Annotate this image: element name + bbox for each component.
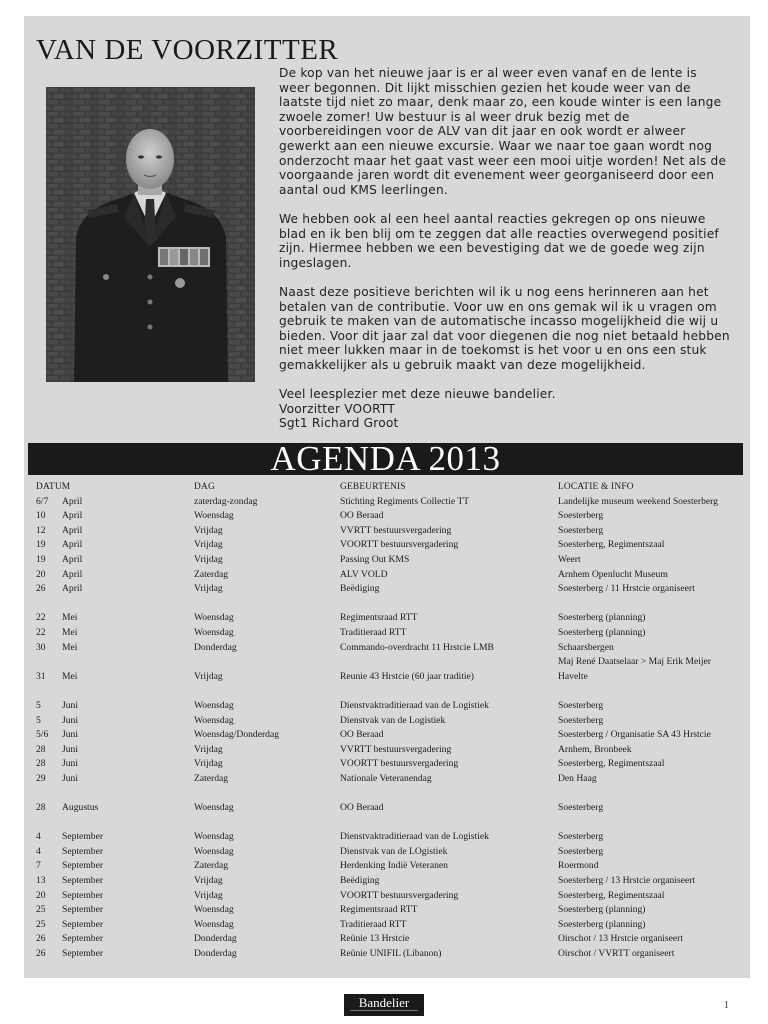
cell-day: Woensdag: [194, 802, 234, 814]
article-body: [279, 66, 731, 431]
agenda-title: AGENDA 2013: [270, 439, 501, 478]
article-paragraph: We hebben ook al een heel aantal reacties gekregen op ons nieuwe blad en ik ben blij om te zeggen dat alle reacties overwegend positief zijn. Hiermee hebben we een bevestiging dat we de goede weg zijn ingeslagen.: [279, 211, 719, 270]
cell-day: Zaterdag: [194, 860, 229, 872]
table-row: [36, 757, 746, 772]
cell-date-number: 31: [36, 670, 46, 682]
table-row: [36, 626, 746, 641]
cell-day: Vrijdag: [194, 524, 223, 536]
cell-location: Soesterberg: [558, 510, 604, 522]
cell-month: April: [62, 568, 83, 580]
table-row: [36, 728, 746, 743]
cell-day: Woensdag: [194, 714, 234, 726]
cell-event: Stichting Regiments Collectie TT: [340, 495, 470, 507]
cell-date-number: 25: [36, 904, 46, 916]
cell-location: Maj René Daatselaar > Maj Erik Meijer: [558, 656, 711, 668]
cell-day: Donderdag: [194, 948, 237, 959]
cell-month: September: [62, 860, 104, 872]
cell-date-number: 22: [36, 626, 46, 638]
cell-month: September: [62, 845, 104, 857]
cell-date-number: 13: [36, 875, 46, 887]
cell-date-number: 19: [36, 553, 46, 565]
cell-day: Zaterdag: [194, 772, 229, 784]
cell-date-number: 6/7: [36, 495, 49, 507]
table-row: [36, 743, 746, 758]
table-row: [36, 918, 746, 933]
bandelier-logo: [344, 994, 424, 1016]
table-row: [36, 801, 746, 816]
signature-role: Voorzitter VOORTT: [279, 401, 396, 416]
table-row: [36, 568, 746, 583]
cell-event: Herdenking Indië Veteranen: [340, 860, 448, 872]
agenda-table: [36, 480, 746, 962]
cell-event: Nationale Veteranendag: [340, 772, 432, 784]
cell-date-number: 19: [36, 539, 46, 551]
cell-day: zaterdag-zondag: [194, 495, 258, 507]
cell-location: Soesterberg (planning): [558, 626, 646, 638]
cell-location: Soesterberg / 13 Hrstcie organiseert: [558, 875, 696, 887]
cell-month: April: [62, 495, 83, 507]
cell-month: April: [62, 510, 83, 522]
cell-day: Vrijdag: [194, 539, 223, 551]
table-row: [36, 699, 746, 714]
cell-location: Roermond: [558, 860, 599, 872]
table-row: [36, 859, 746, 874]
cell-event: OO Beraad: [340, 510, 384, 522]
table-header-row: [36, 480, 746, 495]
cell-event: Dienstvak van de LOgistiek: [340, 845, 448, 857]
cell-event: Reunie 43 Hrstcie (60 jaar traditie): [340, 670, 474, 682]
cell-day: Woensdag: [194, 918, 234, 930]
cell-month: Juni: [62, 772, 78, 784]
cell-day: Woensdag: [194, 612, 234, 624]
table-row: [36, 524, 746, 539]
cell-event: VOORTT bestuursvergadering: [340, 758, 459, 770]
cell-month: April: [62, 539, 83, 551]
cell-day: Woensdag: [194, 510, 234, 522]
cell-location: Soesterberg: [558, 802, 604, 814]
cell-location: Weert: [558, 553, 581, 565]
cell-month: Juni: [62, 699, 78, 711]
cell-date-number: 30: [36, 641, 46, 653]
cell-location: Oirschot / 13 Hrstcie organiseert: [558, 933, 684, 945]
table-row: [36, 611, 746, 626]
cell-location: Den Haag: [558, 772, 597, 784]
agenda-rows: [36, 495, 746, 962]
cell-event: Traditieraad RTT: [340, 918, 407, 930]
cell-date-number: 22: [36, 612, 46, 624]
chairman-photo: [46, 87, 255, 382]
cell-month: Juni: [62, 743, 78, 755]
cell-date-number: 26: [36, 948, 46, 959]
cell-location: Soesterberg (planning): [558, 612, 646, 624]
cell-location: Soesterberg: [558, 831, 604, 843]
table-row: [36, 670, 746, 685]
table-spacer: [36, 786, 746, 801]
cell-event: Reünie 13 Hrstcie: [340, 933, 410, 945]
cell-month: Mei: [62, 626, 78, 638]
table-row: [36, 830, 746, 845]
cell-location: Landelijke museum weekend Soesterberg: [558, 495, 718, 507]
cell-month: Mei: [62, 641, 78, 653]
cell-event: OO Beraad: [340, 729, 384, 741]
cell-location: Soesterberg / Organisatie SA 43 Hrstcie: [558, 729, 711, 741]
table-spacer: [36, 597, 746, 612]
cell-day: Woensdag: [194, 845, 234, 857]
cell-event: Dienstvak van de Logistiek: [340, 714, 446, 726]
page-number: 1: [724, 1000, 729, 1011]
cell-location: Soesterberg: [558, 699, 604, 711]
portrait-image: [46, 87, 255, 382]
cell-month: Juni: [62, 758, 78, 770]
cell-event: VOORTT bestuursvergadering: [340, 539, 459, 551]
cell-day: Woensdag: [194, 699, 234, 711]
agenda-banner: [28, 439, 743, 478]
cell-month: Mei: [62, 612, 78, 624]
cell-event: Regimentsraad RTT: [340, 904, 418, 916]
cell-month: September: [62, 948, 104, 959]
cell-location: Soesterberg (planning): [558, 918, 646, 930]
cell-date-number: 26: [36, 933, 46, 945]
cell-location: Soesterberg, Regimentszaal: [558, 758, 665, 770]
cell-date-number: 28: [36, 802, 46, 814]
cell-date-number: 29: [36, 772, 46, 784]
cell-event: Dienstvaktraditieraad van de Logistiek: [340, 699, 489, 711]
table-row: [36, 582, 746, 597]
cell-month: September: [62, 831, 104, 843]
cell-event: OO Beraad: [340, 802, 384, 814]
cell-day: Woensdag: [194, 831, 234, 843]
cell-month: April: [62, 553, 83, 565]
article-paragraph: Naast deze positieve berichten wil ik u nog eens herinneren aan het betalen van de contributie. Voor uw en ons gemak wil ik u vragen om gebruik te maken van de automatische incasso mogelijkheid die wij u bieden. Voor dit jaar zal dat voor diegenen die nog niet betaald hebben niet meer lukken maar in de toekomst is het voor u en ons een stuk gemakkelijker als u gebruik maakt van deze mogelijkheid.: [279, 284, 730, 372]
cell-event: Traditieraad RTT: [340, 626, 407, 638]
cell-month: Mei: [62, 670, 78, 682]
cell-date-number: 12: [36, 524, 46, 536]
cell-date-number: 28: [36, 758, 46, 770]
cell-event: VVRTT bestuursvergadering: [340, 524, 452, 536]
cell-event: Dienstvaktraditieraad van de Logistiek: [340, 831, 489, 843]
logo-text: Bandelier: [358, 995, 410, 1010]
article-paragraph: De kop van het nieuwe jaar is er al weer even vanaf en de lente is weer begonnen. Dit lijkt misschien gezien het koude weer van de laatste tijd niet zo maar, denk maar zo, een koude winter is een lange zwoele zomer! Uw bestuur is al weer druk bezig met de voorbereidingen voor de ALV van dit jaar en ook wordt er alweer gewerkt aan een nieuwe excursie. Waar we naar toe gaan wordt nog onderzocht maar het gaat vast weer een mooi uitje worden! Net als de voorgaande jaren wordt dit evenement weer georganiseerd door een aantal oud KMS leerlingen.: [279, 66, 727, 197]
header-event: GEBEURTENIS: [340, 482, 406, 492]
logo-underline: [350, 1010, 418, 1011]
cell-location: Schaarsbergen: [558, 641, 614, 653]
cell-event: Reünie UNIFIL (Libanon): [340, 948, 442, 959]
cell-date-number: 5/6: [36, 729, 49, 741]
cell-date-number: 28: [36, 743, 46, 755]
table-row: [36, 641, 746, 656]
cell-day: Woensdag: [194, 626, 234, 638]
table-row: [36, 874, 746, 889]
cell-day: Vrijdag: [194, 553, 223, 565]
cell-date-number: 26: [36, 583, 46, 595]
table-row: [36, 714, 746, 729]
table-row: [36, 495, 746, 510]
cell-date-number: 20: [36, 889, 46, 901]
cell-month: September: [62, 904, 104, 916]
cell-event: ALV VOLD: [340, 568, 388, 580]
cell-location: Soesterberg: [558, 524, 604, 536]
cell-day: Woensdag: [194, 904, 234, 916]
cell-month: Juni: [62, 729, 78, 741]
cell-month: April: [62, 583, 83, 595]
cell-date-number: 20: [36, 568, 46, 580]
table-row: [36, 947, 746, 962]
cell-date-number: 4: [36, 845, 41, 857]
cell-event: VVRTT bestuursvergadering: [340, 743, 452, 755]
cell-day: Woensdag/Donderdag: [194, 729, 280, 741]
cell-location: Soesterberg, Regimentszaal: [558, 889, 665, 901]
cell-event: Beëdiging: [340, 583, 380, 595]
table-row: [36, 538, 746, 553]
cell-location: Soesterberg: [558, 845, 604, 857]
table-row: [36, 903, 746, 918]
signature-name: Sgt1 Richard Groot: [279, 416, 399, 431]
cell-location: Arnhem, Bronbeek: [558, 743, 632, 755]
table-row: [36, 889, 746, 904]
cell-month: September: [62, 889, 104, 901]
table-row: [36, 509, 746, 524]
cell-location: Soesterberg / 11 Hrstcie organiseert: [558, 583, 695, 595]
cell-date-number: 5: [36, 699, 41, 711]
cell-day: Vrijdag: [194, 875, 223, 887]
table-spacer: [36, 684, 746, 699]
cell-location: Soesterberg: [558, 714, 604, 726]
cell-day: Vrijdag: [194, 743, 223, 755]
cell-location: Soesterberg, Regimentszaal: [558, 539, 665, 551]
cell-date-number: 10: [36, 510, 46, 522]
cell-month: Augustus: [62, 802, 99, 814]
cell-location: Soesterberg (planning): [558, 904, 646, 916]
cell-event: Commando-overdracht 11 Hrstcie LMB: [340, 641, 494, 653]
cell-day: Donderdag: [194, 933, 237, 945]
table-row: [36, 655, 746, 670]
cell-date-number: 25: [36, 918, 46, 930]
cell-day: Vrijdag: [194, 583, 223, 595]
cell-date-number: 4: [36, 831, 41, 843]
table-row: [36, 772, 746, 787]
header-day: DAG: [194, 482, 215, 492]
cell-day: Vrijdag: [194, 889, 223, 901]
cell-month: April: [62, 524, 83, 536]
cell-month: September: [62, 918, 104, 930]
closing-line: Veel leesplezier met deze nieuwe bandelier.: [279, 387, 556, 402]
cell-location: Havelte: [558, 670, 588, 682]
cell-event: Beëdiging: [340, 875, 380, 887]
cell-day: Donderdag: [194, 641, 237, 653]
cell-location: Oirschot / VVRTT organiseert: [558, 948, 675, 959]
cell-location: Arnhem Openlucht Museum: [558, 568, 668, 580]
cell-event: Passing Out KMS: [340, 553, 410, 565]
cell-event: VOORTT bestuursvergadering: [340, 889, 459, 901]
article-title: VAN DE VOORZITTER: [36, 34, 339, 66]
cell-date-number: 5: [36, 714, 41, 726]
table-row: [36, 932, 746, 947]
header-date: DATUM: [36, 482, 71, 492]
cell-month: Juni: [62, 714, 78, 726]
table-row: [36, 845, 746, 860]
table-row: [36, 553, 746, 568]
header-location: LOCATIE & INFO: [558, 482, 634, 492]
cell-day: Zaterdag: [194, 568, 229, 580]
cell-event: Regimentsraad RTT: [340, 612, 418, 624]
cell-month: September: [62, 875, 104, 887]
cell-day: Vrijdag: [194, 758, 223, 770]
cell-day: Vrijdag: [194, 670, 223, 682]
table-spacer: [36, 816, 746, 831]
cell-month: September: [62, 933, 104, 945]
cell-date-number: 7: [36, 860, 41, 872]
